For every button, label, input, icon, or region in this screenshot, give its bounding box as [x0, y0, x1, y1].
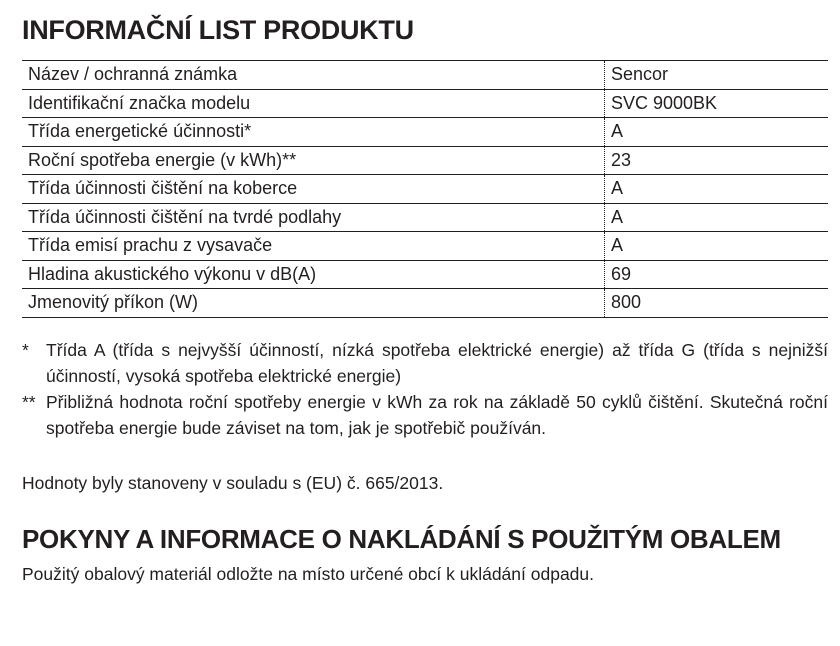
- spec-value: Sencor: [605, 61, 829, 90]
- table-row: [22, 61, 828, 90]
- footnote-text: Přibližná hodnota roční spotřeby energie v kWh za rok na základě 50 cyklů čištění. Skutečná roční spotřeba energie bude záviset na tom, jak je spotřebič používán.: [46, 392, 828, 438]
- spec-value: A: [605, 203, 829, 232]
- spec-label: Třída energetické účinnosti*: [22, 118, 605, 147]
- spec-label: Třída účinnosti čištění na tvrdé podlahy: [22, 203, 605, 232]
- spec-value: 69: [605, 260, 829, 289]
- table-row: [22, 89, 828, 118]
- spec-label: Identifikační značka modelu: [22, 89, 605, 118]
- spec-value: 23: [605, 146, 829, 175]
- product-sheet-title: INFORMAČNÍ LIST PRODUKTU: [22, 15, 414, 45]
- footnote-mark: *: [22, 340, 29, 360]
- spec-value: SVC 9000BK: [605, 89, 829, 118]
- footnote-mark: **: [22, 392, 36, 412]
- spec-label: Název / ochranná známka: [22, 61, 605, 90]
- footnote-text: Třída A (třída s nejvyšší účinností, nízká spotřeba elektrické energie) až třída G (třída s nejnižší účinností, vysoká spotřeba elektrické energie): [46, 340, 828, 386]
- table-row: [22, 260, 828, 289]
- spec-value: A: [605, 232, 829, 261]
- spec-value: A: [605, 118, 829, 147]
- packaging-title: POKYNY A INFORMACE O NAKLÁDÁNÍ S POUŽITÝM OBALEM: [22, 524, 781, 554]
- spec-value: 800: [605, 289, 829, 318]
- footnote: [22, 337, 828, 389]
- legal-note: Hodnoty byly stanoveny v souladu s (EU) č. 665/2013.: [22, 473, 444, 493]
- spec-value: A: [605, 175, 829, 204]
- spec-label: Třída emisí prachu z vysavače: [22, 232, 605, 261]
- table-row: [22, 232, 828, 261]
- product-spec-table: [22, 60, 828, 318]
- spec-label: Jmenovitý příkon (W): [28, 292, 199, 313]
- packaging-text: Použitý obalový materiál odložte na místo určené obcí k ukládání odpadu.: [22, 564, 595, 584]
- spec-label: Hladina akustického výkonu v dB(A): [22, 260, 605, 289]
- table-row: [22, 289, 828, 318]
- footnote: [22, 389, 828, 441]
- table-row: [22, 175, 828, 204]
- table-row: [22, 146, 828, 175]
- footnotes: [22, 337, 828, 441]
- table-row: [22, 203, 828, 232]
- table-row: [22, 118, 828, 147]
- spec-label: Třída účinnosti čištění na koberce: [22, 175, 605, 204]
- spec-label: Roční spotřeba energie (v kWh)**: [22, 146, 605, 175]
